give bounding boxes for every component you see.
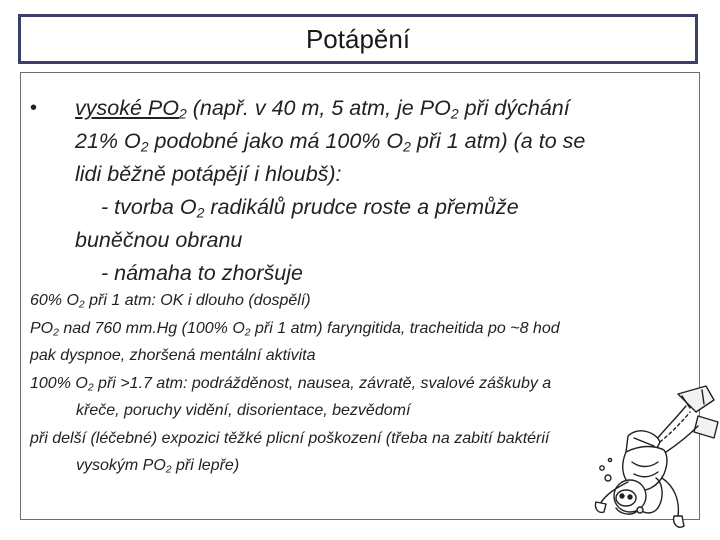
slide-title: Potápění xyxy=(305,23,411,54)
main-line-6: - námaha to zhoršuje xyxy=(101,261,303,285)
note-line-1: 60% $O_2$ při 1 atm: OK i dlouho (dospělí) xyxy=(30,292,311,311)
main-line-1: vysoké $PO_2$ (např. v 40 m, 5 atm, je $PO_2$ při dýchání xyxy=(75,96,570,122)
note-line-7: vysokým $PO_2$ při lepře) xyxy=(76,457,240,476)
diver-icon xyxy=(586,382,720,540)
main-line-3: lidi běžně potápějí i hloubš): xyxy=(75,162,342,186)
bullet-marker: • xyxy=(30,97,38,119)
note-line-6: při delší (léčebné) expozici těžké plicní poškození (třeba na zabití baktérií xyxy=(30,429,550,447)
note-line-3: pak dyspnoe, zhoršená mentální aktivita xyxy=(30,347,316,364)
note-line-2: $PO_2$ nad 760 mm.Hg (100% $O_2$ při 1 atm) faryngitida, tracheitida po ~8 hod xyxy=(30,319,560,339)
note-line-4: 100% $O_2$ při >1.7 atm: podrážděnost, nausea, závratě, svalové záškuby a xyxy=(30,374,552,394)
main-line-4: - tvorba $O_2$ radikálů prudce roste a přemůže xyxy=(101,195,519,221)
title-box xyxy=(18,14,698,64)
main-line-5: buněčnou obranu xyxy=(75,228,243,252)
main-line-2: 21% $O_2$ podobné jako má 100% $O_2$ při 1 atm) (a to se xyxy=(75,129,586,155)
main-bullet-text xyxy=(75,92,705,290)
note-line-5: křeče, poruchy vidění, disorientace, bezvědomí xyxy=(76,402,411,419)
